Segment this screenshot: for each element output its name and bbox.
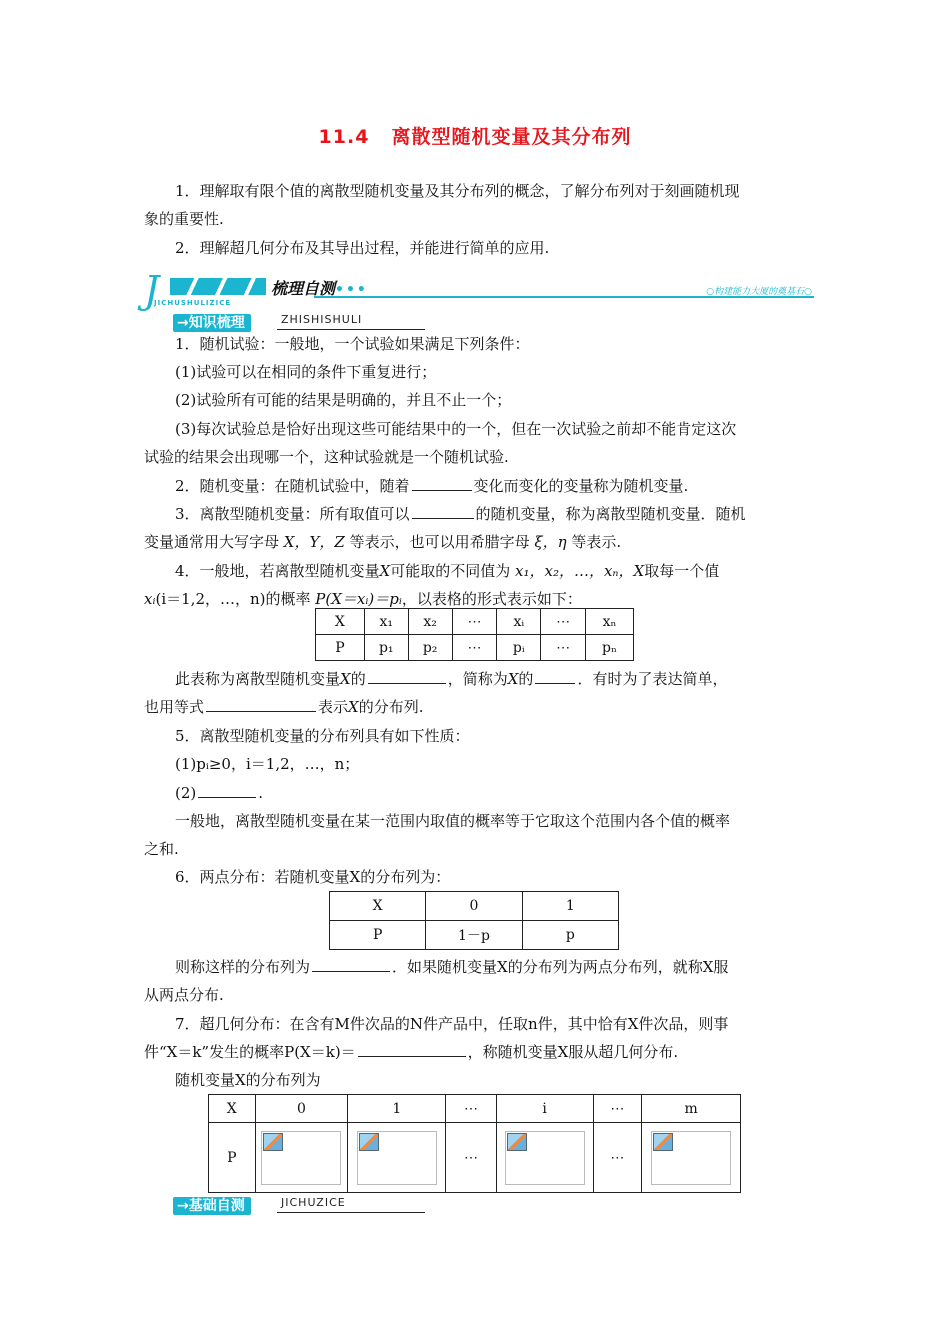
table-cell: ⋯ (452, 635, 497, 661)
text: 也用等式 (144, 698, 205, 716)
table-cell: x₂ (408, 609, 452, 635)
item-3-e: 等表示. (571, 533, 622, 551)
item-2 (175, 476, 688, 496)
banner-dots: ••• (335, 282, 368, 298)
table-cell: 0 (426, 892, 522, 921)
two-point-table (329, 891, 619, 950)
table-cell: P (330, 921, 426, 950)
banner-title-text: 梳理自测 (271, 279, 336, 298)
table-cell: ⋯ (593, 1095, 642, 1123)
text: 的 (350, 670, 366, 688)
blank (368, 669, 446, 684)
tag-pinyin: JICHUZICE (281, 1196, 346, 1209)
item-5-c-line-1: 一般地，离散型随机变量在某一范围内取值的概率等于它取这个范围内各个值的概率 (175, 812, 731, 830)
banner-stripes (170, 278, 266, 295)
item-5-c-line-2: 之和. (144, 840, 179, 858)
item-5-b (175, 783, 263, 803)
table-cell: ⋯ (446, 1123, 497, 1193)
table-cell: X (209, 1095, 256, 1123)
broken-image-icon (653, 1133, 673, 1151)
table-cell: m (642, 1095, 741, 1123)
table-cell: ⋯ (452, 609, 497, 635)
item-1-a: (1)试验可以在相同的条件下重复进行； (175, 363, 437, 381)
item-1-c-line-2: 试验的结果会出现哪一个，这种试验就是一个随机试验. (144, 448, 509, 466)
item-1-head: 1．随机试验：一般地，一个试验如果满足下列条件： (175, 335, 530, 353)
section-tag-knowledge (173, 312, 363, 331)
table-cell (255, 1123, 348, 1193)
table-cell: xᵢ (497, 609, 541, 635)
text: ，称随机变量X服从超几何分布. (467, 1043, 679, 1061)
broken-image-icon (507, 1133, 527, 1151)
item-4-values: x₁，x₂，…，xₙ， (515, 562, 634, 580)
table-cell: ⋯ (446, 1095, 497, 1123)
table-cell: 0 (255, 1095, 348, 1123)
table-cell: x₁ (364, 609, 408, 635)
item-4-after-line-1 (175, 669, 727, 689)
table-cell: P (316, 635, 365, 661)
formula-image (651, 1131, 731, 1185)
table-cell: p (522, 921, 618, 950)
tag-underline (277, 1212, 425, 1213)
item-1-c-line-1: (3)每次试验总是恰好出现这些可能结果中的一个，但在一次试验之前却不能肯定这次 (175, 420, 737, 438)
item-2-a: 2．随机变量：在随机试验中，随着 (175, 477, 410, 495)
blank (412, 504, 474, 519)
table-cell (348, 1123, 446, 1193)
objective-2: 2．理解超几何分布及其导出过程，并能进行简单的应用. (175, 239, 550, 257)
table-cell: X (316, 609, 365, 635)
item-3-a: 3．离散型随机变量：所有取值可以 (175, 505, 410, 523)
text: 表示 (318, 698, 349, 716)
item-4-line-1 (175, 561, 719, 581)
item-4-after-a: 此表称为离散型随机变量 (175, 670, 341, 688)
var-x: X (348, 698, 359, 716)
table-cell: p₂ (408, 635, 452, 661)
item-7-line-1: 7．超几何分布：在含有M件次品的N件产品中，任取n件，其中恰有X件次品，则事 (175, 1015, 729, 1033)
formula-image (357, 1131, 437, 1185)
table-cell: 1－p (426, 921, 522, 950)
item-3-line-1 (175, 504, 746, 524)
text: (2) (175, 784, 197, 802)
item-4-b: 可能取的不同值为 (390, 562, 511, 580)
table-cell (496, 1123, 593, 1193)
text: ．有时为了表达简单， (577, 670, 728, 688)
item-3-b: 的随机变量，称为离散型随机变量．随机 (475, 505, 746, 523)
item-7-line-3: 随机变量X的分布列为 (175, 1071, 321, 1089)
item-3-letters: X，Y，Z (283, 533, 345, 551)
table-cell: 1 (522, 892, 618, 921)
table-cell: ⋯ (541, 609, 586, 635)
table-cell: xₙ (586, 609, 634, 635)
hypergeometric-table (208, 1094, 741, 1193)
table-cell: X (330, 892, 426, 921)
blank (412, 476, 472, 491)
item-3-c: 变量通常用大写字母 (144, 533, 280, 551)
text: 的分布列. (358, 698, 424, 716)
var-x: X (379, 562, 391, 580)
table-cell: p₁ (364, 635, 408, 661)
item-5-a: (1)pᵢ≥0，i＝1,2，…，n； (175, 755, 360, 773)
item-4-after-line-2 (144, 697, 424, 717)
broken-image-icon (263, 1133, 283, 1151)
tag-underline (277, 329, 425, 330)
formula-image (261, 1131, 341, 1185)
item-3-greek: ξ，η (534, 533, 567, 551)
tag-label: →知识梳理 (173, 314, 251, 332)
var-x: X (633, 562, 645, 580)
var-xi: xᵢ (144, 590, 156, 608)
table-cell: ⋯ (541, 635, 586, 661)
table-cell: 1 (348, 1095, 446, 1123)
broken-image-icon (359, 1133, 379, 1151)
section-title: 离散型随机变量及其分布列 (391, 126, 632, 148)
table-cell: pₙ (586, 635, 634, 661)
banner-letter: J (144, 268, 160, 312)
item-3-d: 等表示，也可以用希腊字母 (349, 533, 530, 551)
section-banner (144, 268, 814, 312)
item-4-e: ，以表格的形式表示如下： (401, 590, 582, 608)
blank (535, 669, 575, 684)
table-cell: P (209, 1123, 256, 1193)
text: 则称这样的分布列为 (175, 958, 311, 976)
blank (312, 957, 390, 972)
item-4-d: (i＝1,2，…，n)的概率 (155, 590, 311, 608)
table-cell: ⋯ (593, 1123, 642, 1193)
item-4-prob: P(X＝xᵢ)＝pᵢ (315, 590, 402, 608)
item-4-line-2 (144, 589, 582, 609)
table-cell: pᵢ (497, 635, 541, 661)
banner-slogan: ○构建能力大厦的奠基石○ (706, 287, 812, 297)
period: . (258, 784, 264, 802)
item-5-head: 5．离散型随机变量的分布列具有如下性质： (175, 727, 470, 745)
item-4-a: 4．一般地，若离散型随机变量 (175, 562, 380, 580)
item-1-b: (2)试验所有可能的结果是明确的，并且不止一个； (175, 391, 512, 409)
var-x: X (507, 670, 519, 688)
item-6-line-1 (175, 957, 728, 977)
text: 件“X＝k”发生的概率P(X＝k)＝ (144, 1043, 356, 1061)
page-title (0, 122, 950, 149)
objective-1-line-1: 1．理解取有限个值的离散型随机变量及其分布列的概念，了解分布列对于刻画随机现 (175, 182, 740, 200)
banner-subtitle: JICHUSHULIZICE (154, 299, 232, 307)
tag-pinyin: ZHISHISHULI (281, 313, 363, 326)
text: ，简称为 (447, 670, 508, 688)
item-2-b: 变化而变化的变量称为随机变量. (473, 477, 689, 495)
blank (198, 783, 256, 798)
item-6-head: 6．两点分布：若随机变量X的分布列为： (175, 868, 451, 886)
formula-image (505, 1131, 585, 1185)
objective-1-line-2: 象的重要性. (144, 210, 224, 228)
text: 的 (518, 670, 534, 688)
var-x: X (340, 670, 351, 688)
item-7-line-2 (144, 1042, 678, 1062)
text: ．如果随机变量X的分布列为两点分布列，就称X服 (392, 958, 729, 976)
item-4-c: 取每一个值 (644, 562, 720, 580)
distribution-table (315, 608, 634, 661)
blank (206, 697, 316, 712)
table-cell: i (496, 1095, 593, 1123)
section-tag-basic-test (173, 1195, 346, 1214)
blank (358, 1042, 466, 1057)
item-6-line-2: 从两点分布. (144, 986, 224, 1004)
section-number: 11.4 (318, 126, 370, 148)
table-cell (642, 1123, 741, 1193)
item-3-line-2 (144, 532, 621, 552)
tag-label: →基础自测 (173, 1197, 251, 1215)
